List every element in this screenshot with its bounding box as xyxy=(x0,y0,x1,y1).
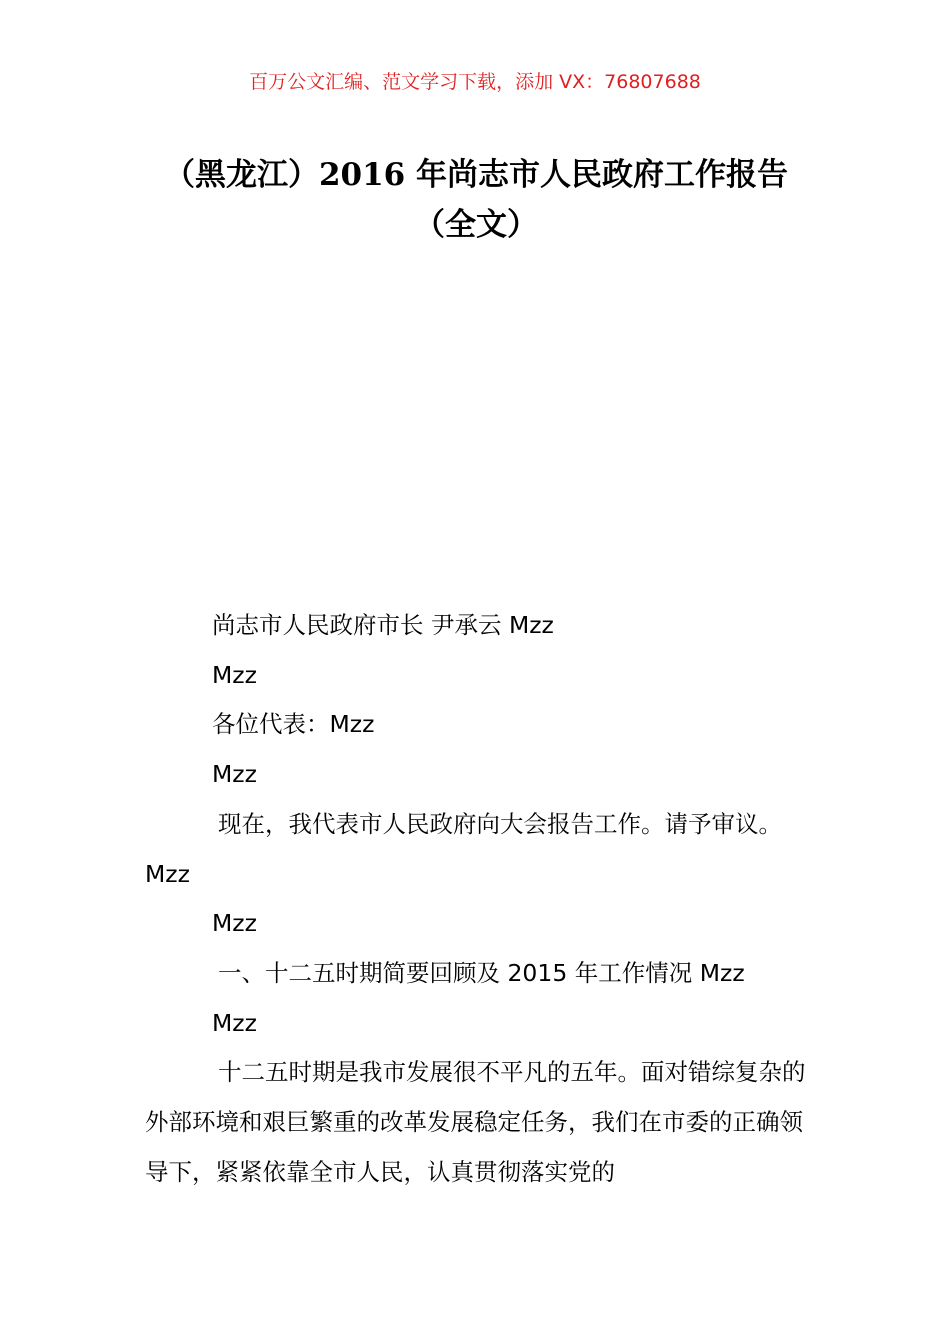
paragraph: Mzz xyxy=(212,909,257,938)
header-note: 百万公文汇编、范文学习下载，添加 VX：76807688 xyxy=(249,71,701,93)
paragraph: Mzz xyxy=(212,660,257,689)
paragraph: 现在，我代表市人民政府向大会报告工作。请予审议。Mzz xyxy=(145,809,782,888)
paragraph: 各位代表：Mzz xyxy=(212,710,375,739)
paragraph: Mzz xyxy=(212,760,257,789)
paragraph: Mzz xyxy=(212,1008,257,1037)
section-heading: 一、十二五时期简要回顾及 2015 年工作情况 Mzz xyxy=(218,958,745,987)
paragraph: 十二五时期是我市发展很不平凡的五年。面对错综复杂的外部环境和艰巨繁重的改革发展稳定任务，我们在市委的正确领导下，紧紧依靠全市人民，认真贯彻落实党的 xyxy=(145,1058,806,1186)
document-body xyxy=(145,601,810,1197)
paragraph: 尚志市人民政府市长 尹承云 Mzz xyxy=(212,611,554,639)
document-title: （黑龙江）2016 年尚志市人民政府工作报告（全文） xyxy=(163,157,789,243)
